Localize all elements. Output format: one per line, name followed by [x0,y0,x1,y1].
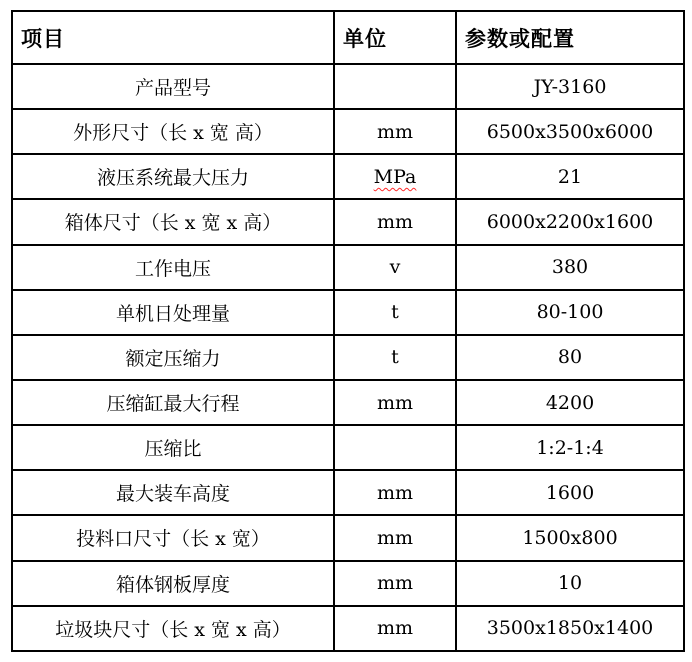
product-spec-table [11,10,685,652]
item-cell: 产品型号 [12,64,334,109]
table-row [12,154,684,199]
table-row [12,245,684,290]
item-cell: 投料口尺寸（长 x 宽） [12,515,334,560]
item-cell: 最大装车高度 [12,470,334,515]
table-row [12,335,684,380]
item-cell: 箱体钢板厚度 [12,561,334,606]
value-cell: 3500x1850x1400 [456,606,684,651]
unit-cell [334,515,456,560]
value-cell: 6500x3500x6000 [456,109,684,154]
unit-cell [334,606,456,651]
table-row [12,425,684,470]
column-header-item: 项目 [12,11,334,64]
unit-cell [334,290,456,335]
unit-cell [334,154,456,199]
unit-cell [334,425,456,470]
unit-text: mm [376,617,414,640]
table-row [12,290,684,335]
item-cell: 额定压缩力 [12,335,334,380]
unit-text: mm [376,210,414,233]
unit-text: t [391,346,399,369]
item-cell: 箱体尺寸（长 x 宽 x 高） [12,199,334,244]
header-row [12,11,684,64]
table-row [12,515,684,560]
value-cell: 4200 [456,380,684,425]
item-cell: 液压系统最大压力 [12,154,334,199]
unit-text: mm [376,572,414,595]
unit-cell [334,199,456,244]
table-row [12,64,684,109]
value-cell: 1600 [456,470,684,515]
value-cell: 6000x2200x1600 [456,199,684,244]
item-cell: 单机日处理量 [12,290,334,335]
unit-text: MPa [373,165,417,188]
unit-cell [334,470,456,515]
value-cell: 10 [456,561,684,606]
unit-cell [334,109,456,154]
unit-text: mm [376,526,414,549]
value-cell: JY-3160 [456,64,684,109]
table-row [12,606,684,651]
table-row [12,109,684,154]
value-cell: 80-100 [456,290,684,335]
unit-text: mm [376,391,414,414]
unit-text: v [389,256,401,279]
unit-text: t [391,301,399,324]
unit-text: mm [376,481,414,504]
value-cell: 21 [456,154,684,199]
item-cell: 压缩缸最大行程 [12,380,334,425]
column-header-unit: 单位 [334,11,456,64]
table-row [12,380,684,425]
item-cell: 外形尺寸（长 x 宽 高） [12,109,334,154]
table-row [12,199,684,244]
table-row [12,470,684,515]
unit-cell [334,64,456,109]
unit-cell [334,380,456,425]
item-cell: 垃圾块尺寸（长 x 宽 x 高） [12,606,334,651]
table-row [12,561,684,606]
value-cell: 380 [456,245,684,290]
item-cell: 工作电压 [12,245,334,290]
column-header-parameter: 参数或配置 [456,11,684,64]
unit-cell [334,335,456,380]
table-body [12,64,684,651]
unit-text: mm [376,120,414,143]
value-cell: 80 [456,335,684,380]
item-cell: 压缩比 [12,425,334,470]
value-cell: 1:2-1:4 [456,425,684,470]
unit-cell [334,561,456,606]
value-cell: 1500x800 [456,515,684,560]
unit-cell [334,245,456,290]
